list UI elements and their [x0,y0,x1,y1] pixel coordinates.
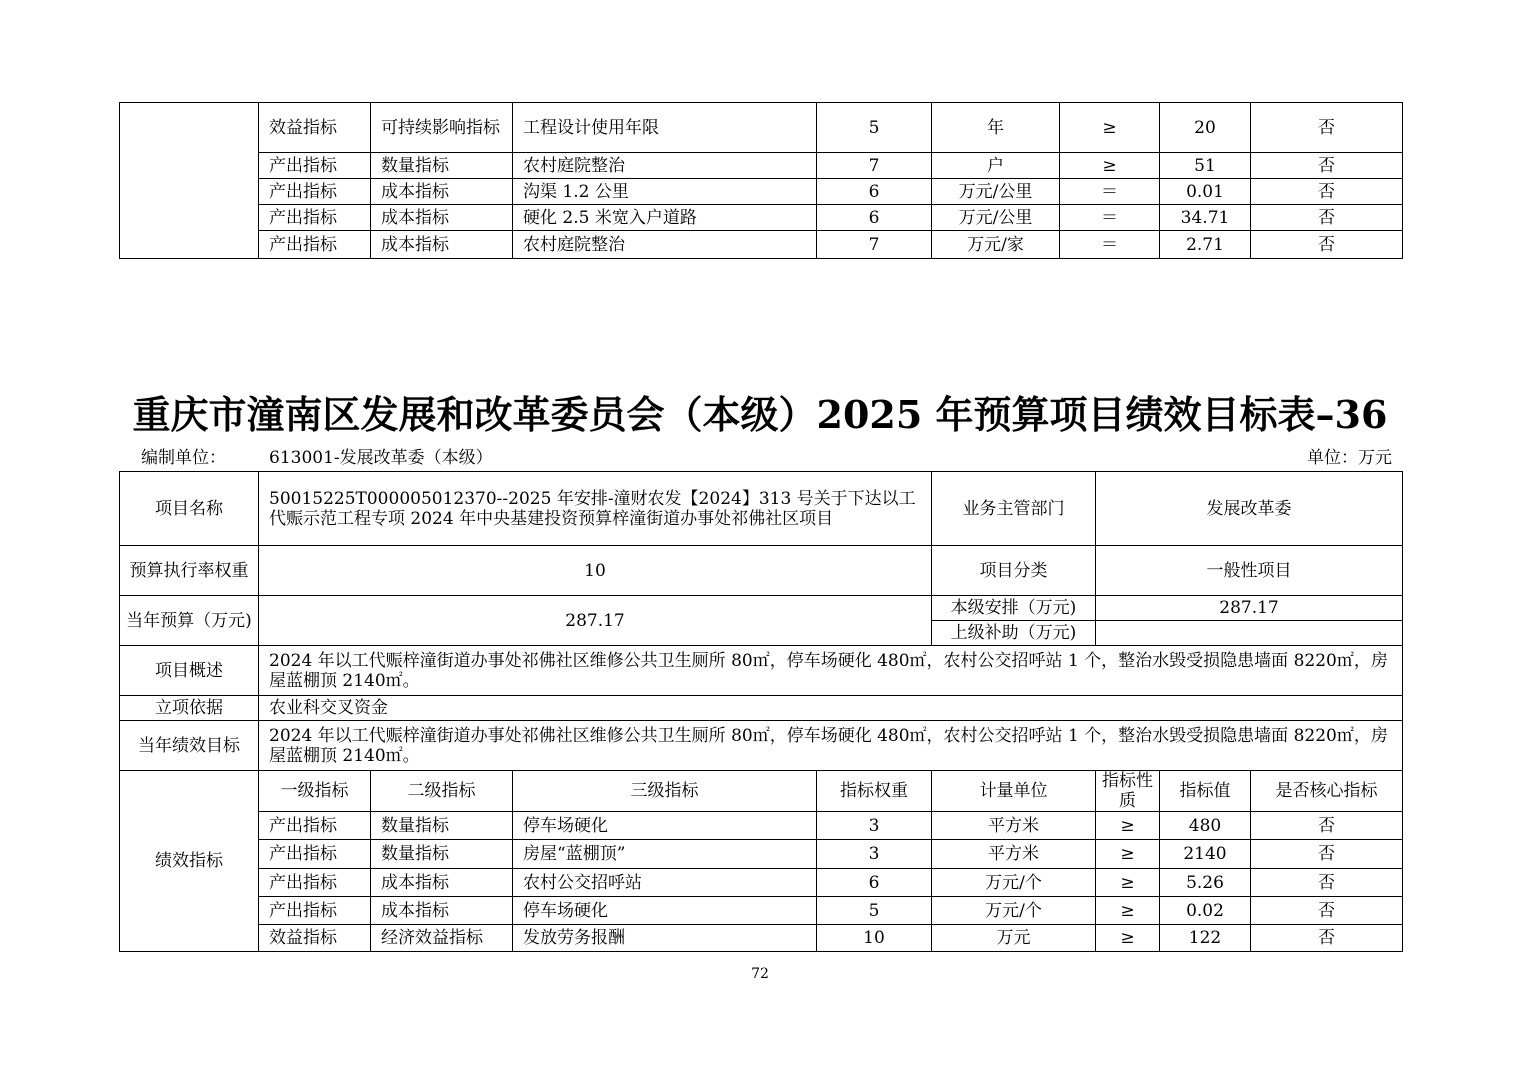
upper-subsidy-value [1096,621,1403,646]
core-cell: 否 [1251,153,1403,179]
level2-cell: 可持续影响指标 [371,103,513,153]
column-header: 指标权重 [817,771,932,812]
unit-note: 单位：万元 [1307,448,1392,468]
unit-cell: 平方米 [932,840,1096,869]
level2-cell: 数量指标 [371,812,513,840]
core-cell: 否 [1251,179,1403,205]
unit-cell: 户 [932,153,1060,179]
weight-cell: 3 [817,812,932,840]
value-cell: 34.71 [1160,205,1251,231]
category-value: 一般性项目 [1096,546,1403,596]
table-row [120,205,1403,231]
level3-cell: 停车场硬化 [513,812,817,840]
table-row [120,153,1403,179]
core-cell: 否 [1251,812,1403,840]
weight-cell: 5 [817,103,932,153]
project-name-value: 50015225T000005012370--2025 年安排-潼财农发【2024】313 号关于下达以工代赈示范工程专项 2024 年中央基建投资预算梓潼街道办事处祁佛社区项目 [259,472,932,546]
continuation-table [119,102,1403,259]
table-row [120,812,1403,840]
core-cell: 否 [1251,840,1403,869]
table-row [120,897,1403,925]
weight-cell: 7 [817,153,932,179]
table-row [120,546,1403,596]
basis-value: 农业科交叉资金 [259,696,1403,721]
unit-cell: 年 [932,103,1060,153]
core-cell: 否 [1251,231,1403,259]
level3-cell: 农村公交招呼站 [513,869,817,897]
value-cell: 2.71 [1160,231,1251,259]
weight-cell: 7 [817,231,932,259]
unit-cell: 万元/公里 [932,179,1060,205]
core-cell: 否 [1251,925,1403,952]
local-allocation-label: 本级安排（万元) [932,596,1096,621]
indicator-label: 绩效指标 [120,771,259,952]
nature-cell: ≥ [1096,840,1160,869]
table-row [120,840,1403,869]
nature-cell: ＝ [1060,205,1160,231]
table-row [120,472,1403,546]
value-cell: 0.01 [1160,179,1251,205]
level2-cell: 成本指标 [371,897,513,925]
table-row [120,869,1403,897]
dept-value: 发展改革委 [1096,472,1403,546]
value-cell: 2140 [1160,840,1251,869]
nature-cell: ≥ [1060,153,1160,179]
level2-cell: 数量指标 [371,153,513,179]
value-cell: 0.02 [1160,897,1251,925]
goal-label: 当年绩效目标 [120,721,259,771]
level1-cell: 产出指标 [259,897,371,925]
overview-label: 项目概述 [120,646,259,696]
unit-cell: 万元/家 [932,231,1060,259]
level2-cell: 成本指标 [371,179,513,205]
level1-cell: 产出指标 [259,812,371,840]
unit-cell: 万元/公里 [932,205,1060,231]
basis-label: 立项依据 [120,696,259,721]
category-label: 项目分类 [932,546,1096,596]
budget-value: 287.17 [259,596,932,646]
column-header: 指标值 [1160,771,1251,812]
prep-unit-label: 编制单位： [141,448,226,468]
nature-cell: ≥ [1096,897,1160,925]
level3-cell: 沟渠 1.2 公里 [513,179,817,205]
weight-cell: 3 [817,840,932,869]
dept-label: 业务主管部门 [932,472,1096,546]
budget-label: 当年预算（万元) [120,596,259,646]
page-title: 重庆市潼南区发展和改革委员会（本级）2025 年预算项目绩效目标表–36 [132,392,1388,437]
level3-cell: 发放劳务报酬 [513,925,817,952]
level1-cell: 产出指标 [259,231,371,259]
level1-cell: 效益指标 [259,103,371,153]
level3-cell: 硬化 2.5 米宽入户道路 [513,205,817,231]
unit-cell: 万元/个 [932,897,1096,925]
core-cell: 否 [1251,103,1403,153]
unit-cell: 万元 [932,925,1096,952]
header-row [120,771,1403,812]
core-cell: 否 [1251,869,1403,897]
goal-value: 2024 年以工代赈梓潼街道办事处祁佛社区维修公共卫生厕所 80㎡，停车场硬化 480㎡，农村公交招呼站 1 个，整治水毁受损隐患墙面 8220㎡，房屋蓝棚顶 2140㎡。 [259,721,1403,771]
level3-cell: 工程设计使用年限 [513,103,817,153]
level2-cell: 成本指标 [371,205,513,231]
level1-cell: 效益指标 [259,925,371,952]
unit-cell: 万元/个 [932,869,1096,897]
weight-cell: 6 [817,869,932,897]
empty-cell [120,103,259,259]
column-header: 三级指标 [513,771,817,812]
table-row [120,721,1403,771]
level2-cell: 成本指标 [371,869,513,897]
table-row [120,103,1403,153]
value-cell: 122 [1160,925,1251,952]
column-header: 一级指标 [259,771,371,812]
weight-cell: 6 [817,205,932,231]
level1-cell: 产出指标 [259,869,371,897]
nature-cell: ＝ [1060,231,1160,259]
nature-cell: ≥ [1096,925,1160,952]
unit-cell: 平方米 [932,812,1096,840]
nature-cell: ≥ [1060,103,1160,153]
table-row [120,231,1403,259]
page-number: 72 [751,966,769,982]
level3-cell: 农村庭院整治 [513,153,817,179]
value-cell: 5.26 [1160,869,1251,897]
performance-target-table [119,471,1403,952]
column-header: 计量单位 [932,771,1096,812]
level1-cell: 产出指标 [259,840,371,869]
table-row [120,646,1403,696]
level3-cell: 房屋“蓝棚顶” [513,840,817,869]
exec-rate-value: 10 [259,546,932,596]
overview-value: 2024 年以工代赈梓潼街道办事处祁佛社区维修公共卫生厕所 80㎡，停车场硬化 480㎡，农村公交招呼站 1 个，整治水毁受损隐患墙面 8220㎡，房屋蓝棚顶 2140㎡。 [259,646,1403,696]
table-row [120,925,1403,952]
value-cell: 20 [1160,103,1251,153]
local-allocation-value: 287.17 [1096,596,1403,621]
level3-cell: 农村庭院整治 [513,231,817,259]
upper-subsidy-label: 上级补助（万元) [932,621,1096,646]
level1-cell: 产出指标 [259,153,371,179]
weight-cell: 6 [817,179,932,205]
value-cell: 480 [1160,812,1251,840]
table-row [120,179,1403,205]
core-cell: 否 [1251,205,1403,231]
column-header: 二级指标 [371,771,513,812]
level1-cell: 产出指标 [259,205,371,231]
weight-cell: 10 [817,925,932,952]
level2-cell: 成本指标 [371,231,513,259]
column-header: 指标性质 [1096,771,1160,812]
core-cell: 否 [1251,897,1403,925]
level1-cell: 产出指标 [259,179,371,205]
table-row [120,696,1403,721]
level2-cell: 经济效益指标 [371,925,513,952]
prep-unit-value: 613001-发展改革委（本级） [269,448,493,468]
nature-cell: ＝ [1060,179,1160,205]
level3-cell: 停车场硬化 [513,897,817,925]
table-row [120,596,1403,621]
nature-cell: ≥ [1096,812,1160,840]
weight-cell: 5 [817,897,932,925]
column-header: 是否核心指标 [1251,771,1403,812]
value-cell: 51 [1160,153,1251,179]
prep-unit-row [119,446,1402,470]
nature-cell: ≥ [1096,869,1160,897]
project-name-label: 项目名称 [120,472,259,546]
level2-cell: 数量指标 [371,840,513,869]
exec-rate-label: 预算执行率权重 [120,546,259,596]
